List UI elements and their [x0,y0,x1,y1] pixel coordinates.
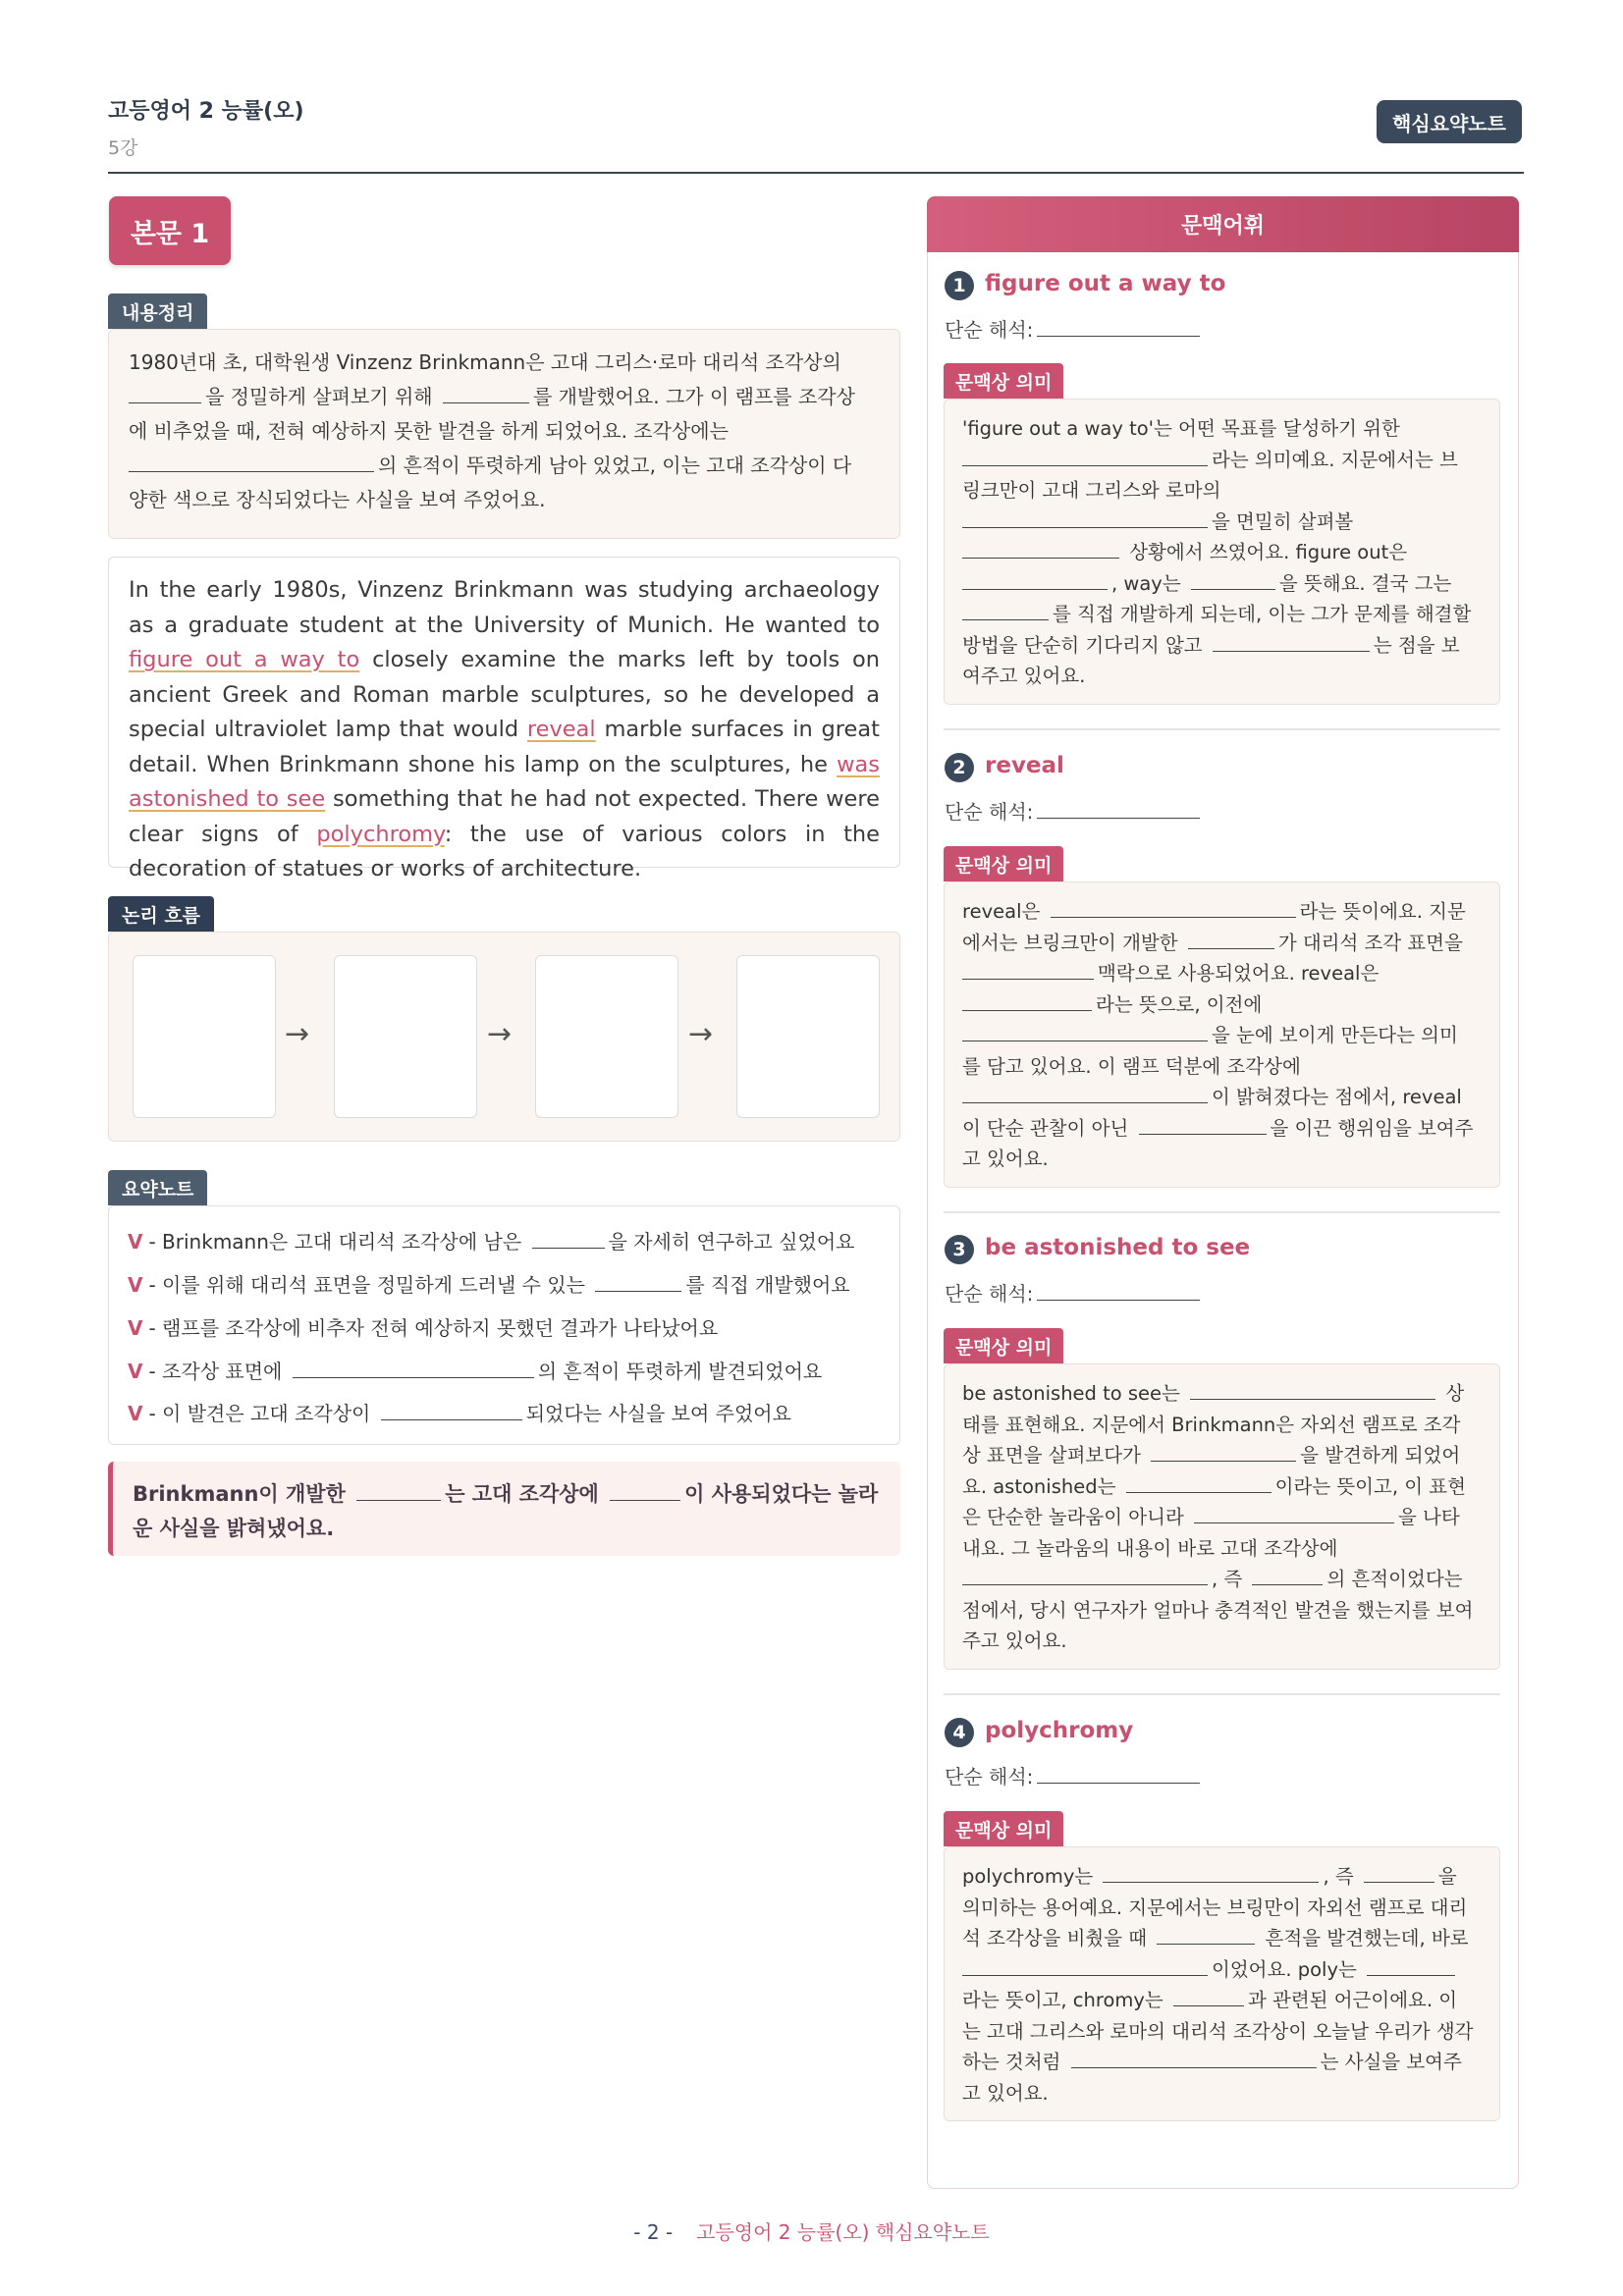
content-summary-tag: 내용정리 [108,294,207,329]
blank[interactable] [293,1357,534,1378]
passage-box [108,557,900,881]
logic-flow-tag: 논리 흐름 [108,896,214,932]
blank[interactable] [443,382,529,403]
context-meaning-box: polychromy는 , 즉 을 의미하는 용어예요. 지문에서는 브링만이 자외선 램프로 대리 석 조각상을 비췄을 때 흔적을 발견했는데, 바로 이었어요. poly는 라는 뜻이고, chromy는 과 관련된 어근이에요. 이 는 고대 그리스와 로마의 대리석 조각상이 오늘날 우리가 생각 하는 것처럼 는 사실을 보여주 고 있어요. [944,1846,1500,2121]
item-number-badge: 4 [945,1718,974,1747]
content-summary-box [108,329,900,539]
vocab-term: be astonished to see [985,1235,1251,1260]
arrow-icon: → [487,1017,513,1051]
blank[interactable] [129,451,374,472]
note-type-badge: 핵심요약노트 [1377,100,1522,143]
arrow-icon: → [285,1017,310,1051]
header-divider [108,172,1524,174]
footer-text: 고등영어 2 능률(오) 핵심요약노트 [696,2220,990,2244]
section-title: 본문 1 [109,196,231,265]
context-meaning-tag: 문맥상 의미 [944,1811,1063,1846]
blank[interactable] [1037,1762,1200,1784]
context-meaning-tag: 문맥상 의미 [944,846,1063,881]
lesson-label: 5강 [108,137,138,159]
flow-step-card[interactable] [334,955,477,1118]
item-divider [944,1693,1500,1695]
item-number-badge: 2 [945,753,974,782]
item-divider [944,1211,1500,1213]
page-footer [0,2216,1623,2245]
summary-line: V - Brinkmann은 고대 대리석 조각상에 남은 을 자세히 연구하고 싶었어요 [128,1226,854,1255]
summary-line: V - 램프를 조각상에 비추자 전혀 예상하지 못했던 결과가 나타났어요 [128,1316,719,1340]
simple-translation-row: 단순 해석: [945,314,1204,343]
content-summary-text: 1980년대 초, 대학원생 Vinzenz Brinkmann은 고대 그리스·로마 대리석 조각상의 을 정밀하게 살펴보기 위해 를 개발했어요. 그가 이 램프를 조각상 에 비추었을 때, 전혀 예상하지 못한 발견을 하게 되었어요. 조각상에는 의 흔적이 뚜렷하게 남아 있었고, 이는 고대 조각상이 다 양한 색으로 장식되었다는 사실을 보여 주었어요. [129,350,855,511]
summary-line: V - 이를 위해 대리석 표면을 정밀하게 드러낼 수 있는 를 직접 개발했어요 [128,1269,850,1298]
blank[interactable] [1037,1279,1200,1301]
item-number-badge: 3 [945,1235,974,1264]
summary-note-tag: 요약노트 [108,1170,207,1205]
blank[interactable] [381,1399,522,1420]
blank[interactable] [356,1479,441,1501]
blank[interactable] [1037,315,1200,337]
blank[interactable] [610,1479,680,1501]
document-title: 고등영어 2 능률(오) [108,99,304,124]
vocab-term: reveal [985,753,1064,778]
highlight-phrase: polychromy [316,821,445,847]
context-meaning-box: be astonished to see는 상 태를 표현해요. 지문에서 Brinkmann은 자외선 램프로 조각 상 표면을 살펴보다가 을 발견하게 되었어 요. astonished는 이라는 뜻이고, 이 표현 은 단순한 놀라움이 아니라 을 나타 내요. 그 놀라움의 내용이 바로 고대 조각상에 , 즉 의 흔적이었다는 점에서, 당시 연구자가 얼마나 충격적인 발견을 했는지를 보여 주고 있어요. [944,1363,1500,1670]
context-meaning-tag: 문맥상 의미 [944,1328,1063,1363]
summary-line: V - 이 발견은 고대 조각상이 되었다는 사실을 보여 주었어요 [128,1398,791,1426]
passage-text: In the early 1980s, Vinzenz Brinkmann was studying archaeology as a graduate student at the University of Munich. He wanted to figure out a way to closely examine the marks left by tools on ancient Greek and Roman marble sculptures, so he developed a special ultraviolet lamp that would reveal marble surfaces in great detail. When Brinkmann shone his lamp on the sculptures, he was astonished to see something that he had not expected. There were clear signs of polychromy: the use of various colors in the decoration of statues or works of architecture. [129,577,881,881]
summary-line: V - 조각상 표면에 의 흔적이 뚜렷하게 발견되었어요 [128,1356,822,1384]
blank[interactable] [129,382,201,403]
page-number: - 2 - [633,2220,674,2244]
vocab-term: figure out a way to [985,271,1226,296]
vocab-term: polychromy [985,1718,1134,1743]
simple-translation-row: 단순 해석: [945,1278,1204,1307]
flow-step-card[interactable] [133,955,276,1118]
context-meaning-box: 'figure out a way to'는 어떤 목표를 달성하기 위한 라는 의미예요. 지문에서는 브 링크만이 고대 그리스와 로마의 을 면밀히 살펴볼 상황에서 쓰였어요. figure out은 , way는 을 뜻해요. 결국 그는 를 직접 개발하게 되는데, 이는 그가 문제를 해결할 방법을 단순히 기다리지 않고 는 점을 보 여주고 있어요. [944,399,1500,705]
highlight-phrase: reveal [526,717,596,742]
simple-translation-row: 단순 해석: [945,796,1204,825]
arrow-icon: → [688,1017,714,1051]
context-meaning-tag: 문맥상 의미 [944,363,1063,399]
flow-step-card[interactable] [736,955,880,1118]
highlight-phrase: was astonished to see [129,751,880,812]
highlight-phrase: figure out a way to [129,647,360,672]
item-divider [944,728,1500,730]
context-vocab-title: 문맥어휘 [927,196,1519,252]
simple-translation-row: 단순 해석: [945,1761,1204,1789]
blank[interactable] [1037,797,1200,819]
context-meaning-box: reveal은 라는 뜻이에요. 지문 에서는 브링크만이 개발한 가 대리석 조각 표면을 맥락으로 사용되었어요. reveal은 라는 뜻으로, 이전에 을 눈에 보이게 만든다는 의미 를 담고 있어요. 이 램프 덕분에 조각상에 이 밝혀졌다는 점에서, reveal 이 단순 관찰이 아닌 을 이끈 행위임을 보여주 고 있어요. [944,881,1500,1188]
item-number-badge: 1 [945,271,974,300]
flow-step-card[interactable] [535,955,678,1118]
key-point-callout: Brinkmann이 개발한 는 고대 조각상에 이 사용되었다는 놀라 운 사실을 밝혀냈어요. [108,1462,900,1556]
blank[interactable] [595,1270,681,1292]
blank[interactable] [532,1227,605,1249]
